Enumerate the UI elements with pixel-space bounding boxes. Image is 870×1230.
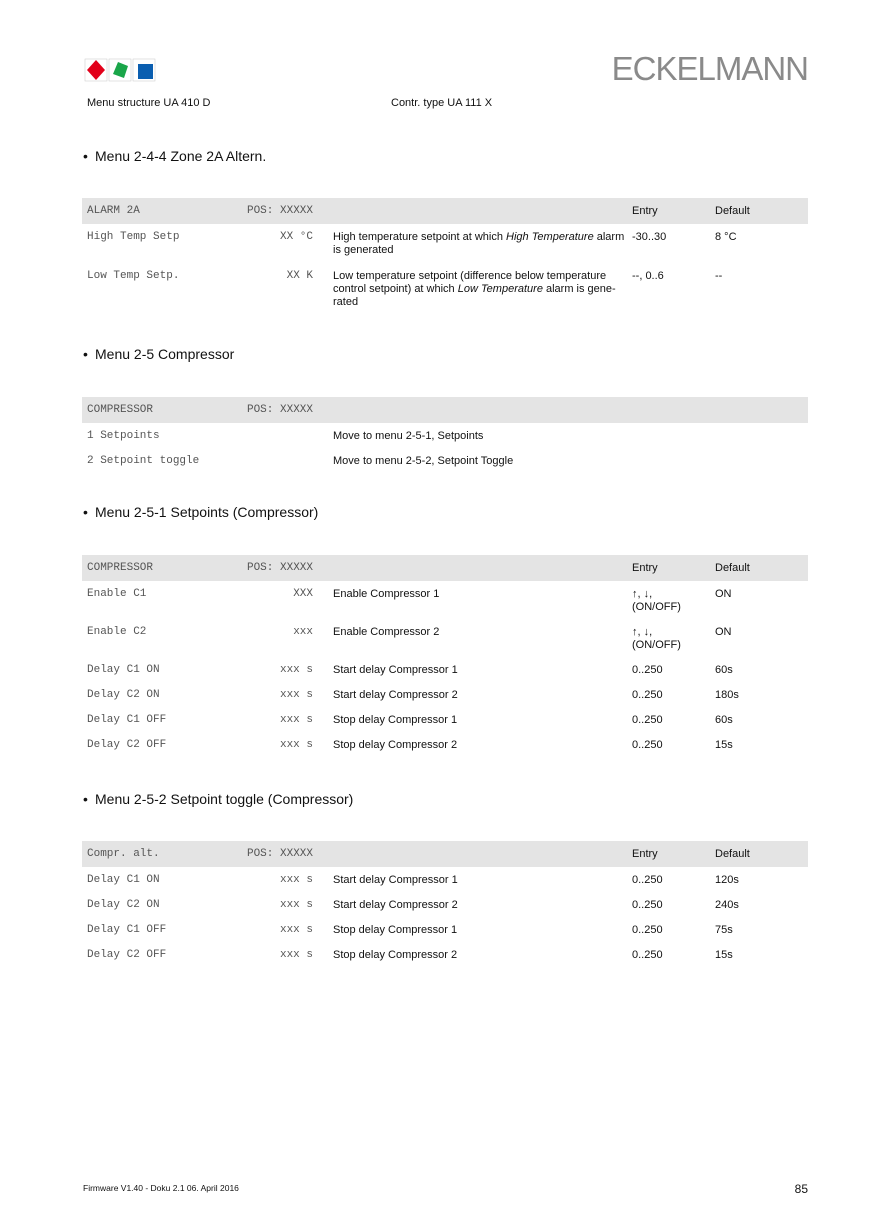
table-row: Delay C2 OFF xxx s Stop delay Compressor 2 0..250 15s bbox=[87, 949, 733, 961]
default-header: Default bbox=[711, 841, 808, 867]
entry-header: Entry bbox=[628, 198, 711, 224]
section-title: • Menu 2-5-2 Setpoint toggle (Compressor) bbox=[83, 791, 354, 807]
table-row: Enable C2 xxx Enable Compressor 2 ↑, ↓, (ON/OFF) ON bbox=[87, 626, 732, 651]
pos-label: POS: XXXXX bbox=[232, 841, 319, 867]
menu-structure-label: Menu structure UA 410 D bbox=[87, 97, 211, 109]
pos-label: POS: XXXXX bbox=[232, 555, 319, 581]
table-header bbox=[82, 397, 808, 423]
pos-label: POS: XXXXX bbox=[232, 198, 319, 224]
section-title: • Menu 2-5 Compressor bbox=[83, 346, 235, 362]
menu-id: COMPRESSOR bbox=[82, 397, 232, 423]
table-row: Delay C2 OFF xxx s Stop delay Compressor 2 0..250 15s bbox=[87, 739, 733, 751]
entry-header: Entry bbox=[628, 841, 711, 867]
menu-table bbox=[82, 198, 808, 309]
table-row: Delay C1 OFF xxx s Stop delay Compressor 1 0..250 60s bbox=[87, 714, 733, 726]
menu-id: Compr. alt. bbox=[82, 841, 232, 867]
section-title: • Menu 2-5-1 Setpoints (Compressor) bbox=[83, 504, 319, 520]
eckelmann-logo-icon bbox=[84, 58, 156, 82]
table-row: Delay C2 ON xxx s Start delay Compressor 2 0..250 240s bbox=[87, 899, 739, 911]
default-header: Default bbox=[711, 555, 808, 581]
default-header: Default bbox=[711, 198, 808, 224]
entry-header: Entry bbox=[628, 555, 711, 581]
pos-label: POS: XXXXX bbox=[232, 397, 319, 423]
table-row: Enable C1 XXX Enable Compressor 1 ↑, ↓, (ON/OFF) ON bbox=[87, 588, 732, 613]
menu-table bbox=[82, 841, 808, 967]
table-row: 1 Setpoints Move to menu 2-5-1, Setpoints bbox=[87, 430, 484, 442]
table-header bbox=[82, 198, 808, 224]
section-title: • Menu 2-4-4 Zone 2A Altern. bbox=[83, 148, 267, 164]
menu-table bbox=[82, 397, 808, 473]
table-row: Delay C2 ON xxx s Start delay Compressor 2 0..250 180s bbox=[87, 689, 739, 701]
controller-type-label: Contr. type UA 111 X bbox=[391, 97, 493, 109]
footer-doc-info: Firmware V1.40 - Doku 2.1 06. April 2016 bbox=[83, 1183, 239, 1193]
table-row: Delay C1 ON xxx s Start delay Compressor 1 0..250 60s bbox=[87, 664, 733, 676]
table-row: High Temp Setp XX °C High temperature setpoint at which High Temperature alarm is generated -30..30 8 °C bbox=[87, 231, 737, 256]
menu-id: ALARM 2A bbox=[82, 198, 232, 224]
page-number: 85 bbox=[794, 1182, 808, 1196]
table-row: Delay C1 ON xxx s Start delay Compressor 1 0..250 120s bbox=[87, 874, 739, 886]
menu-id: COMPRESSOR bbox=[82, 555, 232, 581]
table-row: Delay C1 OFF xxx s Stop delay Compressor 1 0..250 75s bbox=[87, 924, 733, 936]
table-header bbox=[82, 555, 808, 581]
table-row: 2 Setpoint toggle Move to menu 2-5-2, Setpoint Toggle bbox=[87, 455, 514, 467]
menu-table bbox=[82, 555, 808, 757]
table-row: Low Temp Setp. XX K Low temperature setpoint (difference below temperature control setpoint) at which Low Temperature alarm is gene-rated --, 0..6 -- bbox=[87, 270, 723, 308]
table-header bbox=[82, 841, 808, 867]
brand-name: ECKELMANN bbox=[611, 50, 808, 87]
